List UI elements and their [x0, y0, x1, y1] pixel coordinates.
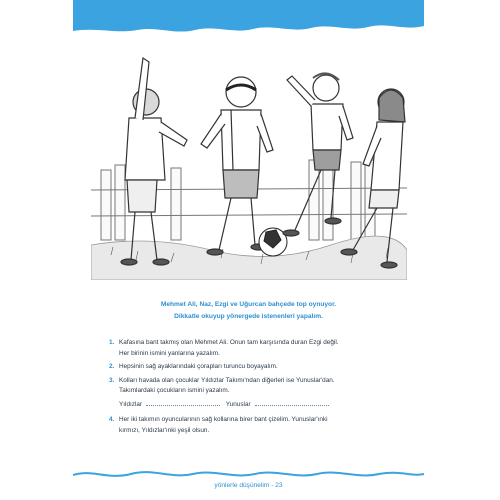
yildizlar-answer-line[interactable]	[146, 405, 220, 406]
top-wave-band	[73, 0, 424, 36]
yildizlar-label: Yıldızlar	[119, 400, 143, 408]
task-item-2	[109, 362, 409, 373]
task-list	[109, 338, 409, 439]
yunuslar-label: Yunuslar	[225, 400, 251, 408]
intro-text	[73, 299, 424, 323]
task-item-3	[109, 376, 409, 397]
task-number: 1.	[109, 339, 115, 346]
worksheet-page	[73, 0, 424, 500]
intro-line-1: Mehmet Ali, Naz, Ezgi ve Uğurcan bahçede top oynuyor.	[160, 301, 337, 308]
intro-line-2: Dikkatle okuyup yönergede istenenleri yapalım.	[174, 313, 323, 320]
page-footer: yönlerle düşünelim - 23	[214, 482, 283, 489]
task-text-line: Kafasına bant takmış olan Mehmet Ali. Onun tam karşısında duran Ezgi değil.	[119, 339, 339, 346]
task-text-line: Her birinin ismini yanlarına yazalım.	[119, 349, 220, 357]
task-item-4	[109, 415, 409, 436]
task-text-line: Kolları havada olan çocuklar Yıldızlar Takımı'ndan diğerleri ise Yunuslar'dan.	[119, 376, 335, 384]
task-item-1	[109, 338, 409, 359]
task-text-line: Her iki takımın oyuncularının sağ kollarına birer bant çizelim. Yunuslar'ınki	[119, 416, 328, 423]
task-number: 2.	[109, 363, 115, 370]
task-text-line: Hepsinin sağ ayaklarındaki çorapları turuncu boyayalım.	[119, 363, 278, 370]
children-playing-football-illustration	[91, 40, 407, 280]
task-number: 3.	[109, 376, 115, 384]
task-text-line: kırmızı, Yıldızlar'ınki yeşil olsun.	[119, 426, 210, 434]
yunuslar-answer-line[interactable]	[255, 405, 329, 406]
bottom-wave-line	[73, 466, 424, 482]
task-text-line: Takımlardaki çocukların ismini yazalım.	[119, 387, 230, 394]
task-number: 4.	[109, 416, 115, 423]
team-fill-row	[109, 400, 409, 411]
